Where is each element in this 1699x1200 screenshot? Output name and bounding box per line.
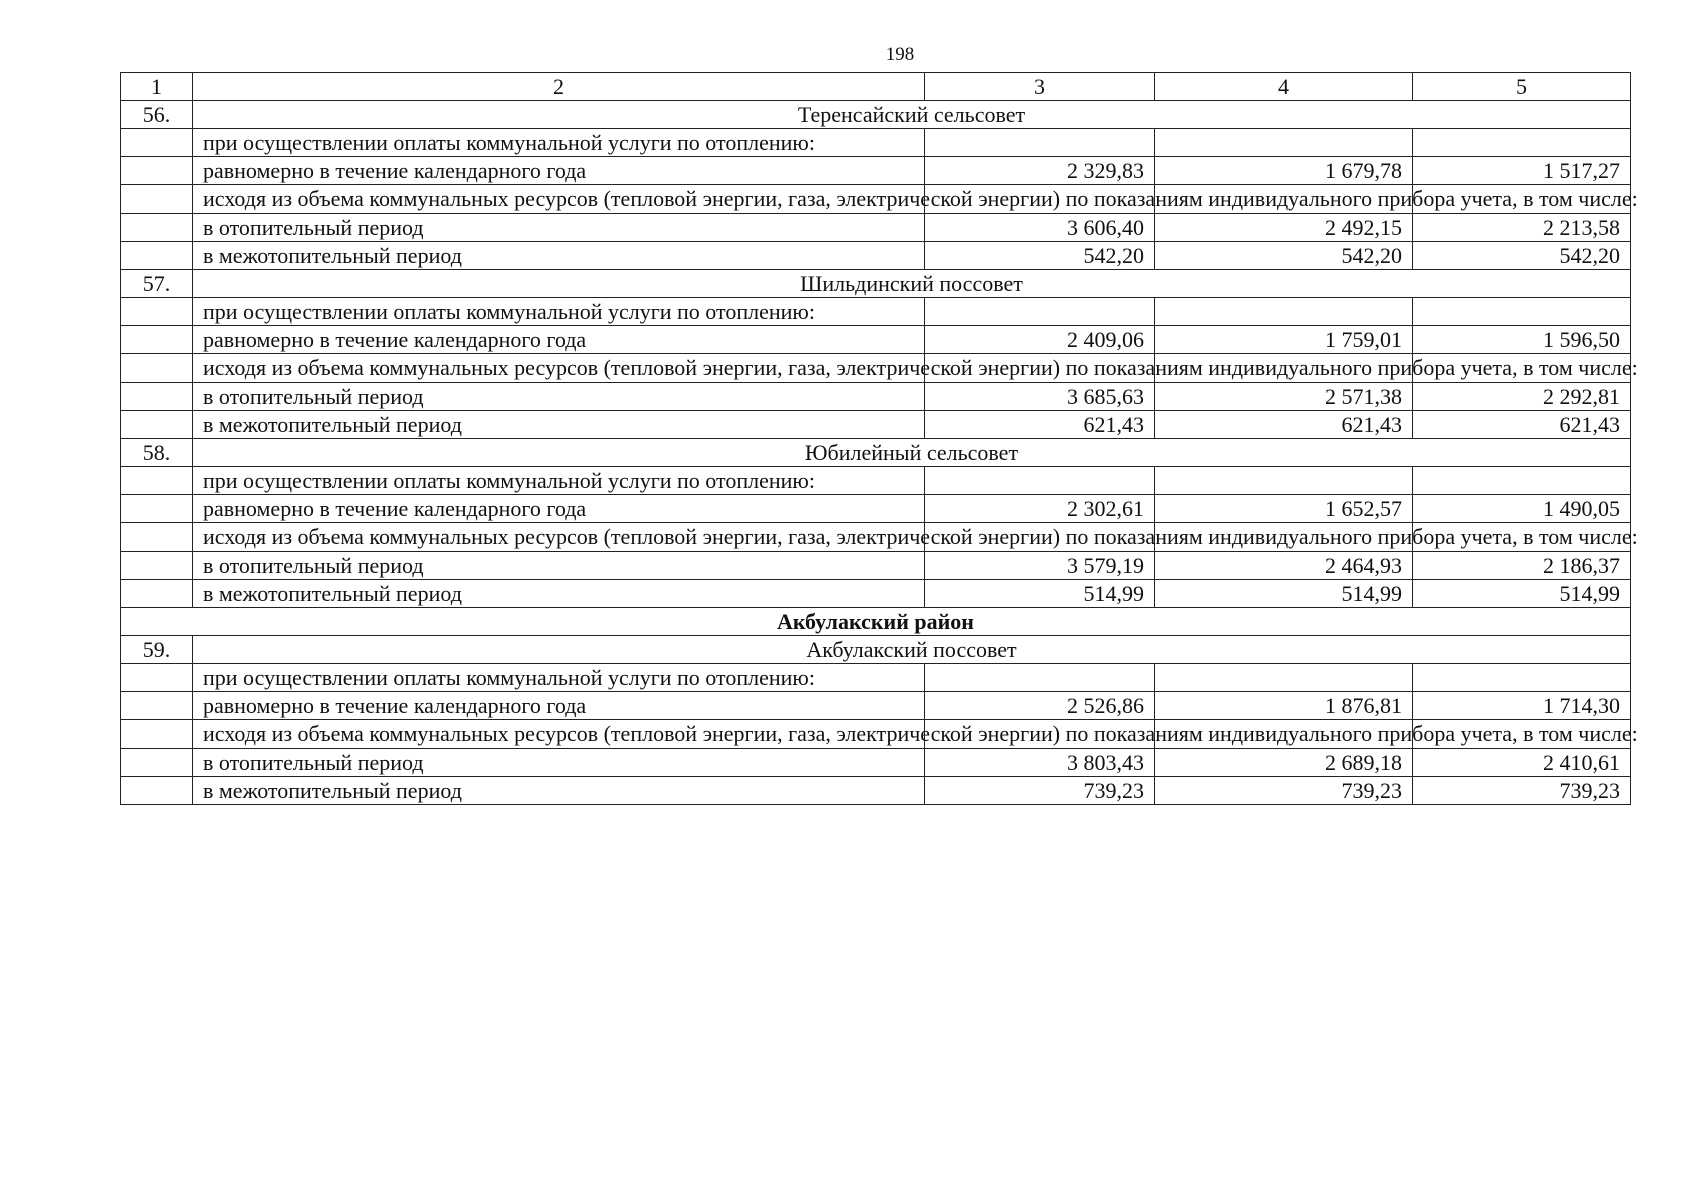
value-cell-3 [925,129,1155,157]
page-number: 198 [885,44,915,65]
value-cell-4: 621,43 [1155,411,1413,439]
region-row [121,608,1631,636]
row-label: равномерно в течение календарного года [193,157,925,185]
region-title: Акбулакский район [121,608,1631,636]
row-label: исходя из объема коммунальных ресурсов (тепловой энергии, газа, электрической энергии) по показаниям индивидуального прибора учета, в том числе: [193,354,925,383]
row-number-cell [121,242,193,270]
row-label: исходя из объема коммунальных ресурсов (тепловой энергии, газа, электрической энергии) по показаниям индивидуального прибора учета, в том числе: [193,720,925,749]
table-row [121,298,1631,326]
row-number-cell [121,720,193,749]
table-row [121,185,1631,214]
row-label: при осуществлении оплаты коммунальной услуги по отоплению: [193,664,925,692]
value-cell-3: 3 685,63 [925,383,1155,411]
row-label: при осуществлении оплаты коммунальной услуги по отоплению: [193,298,925,326]
settlement-title: Юбилейный сельсовет [193,439,1631,467]
value-cell-5: 2 186,37 [1413,552,1631,580]
row-label: в отопительный период [193,552,925,580]
value-cell-3 [925,467,1155,495]
value-cell-5: 2 292,81 [1413,383,1631,411]
row-number-cell [121,580,193,608]
row-number-cell [121,185,193,214]
row-label: в межотопительный период [193,411,925,439]
value-cell-5: 739,23 [1413,777,1631,805]
value-cell-3: 2 526,86 [925,692,1155,720]
settlement-title: Шильдинский поссовет [193,270,1631,298]
row-label: в отопительный период [193,383,925,411]
value-cell-5: 2 213,58 [1413,214,1631,242]
value-cell-4 [1155,129,1413,157]
settlement-number: 59. [121,636,193,664]
row-label: равномерно в течение календарного года [193,692,925,720]
row-label: в отопительный период [193,214,925,242]
row-label: в отопительный период [193,749,925,777]
row-number-cell [121,777,193,805]
column-header-1: 1 [121,73,193,101]
table-row [121,129,1631,157]
table-row [121,157,1631,185]
table-row [121,242,1631,270]
value-cell-5: 542,20 [1413,242,1631,270]
table-row [121,467,1631,495]
table-row [121,411,1631,439]
value-cell-5: 1 596,50 [1413,326,1631,354]
value-cell-5: 514,99 [1413,580,1631,608]
column-header-5: 5 [1413,73,1631,101]
table-row [121,552,1631,580]
row-number-cell [121,523,193,552]
row-label: исходя из объема коммунальных ресурсов (тепловой энергии, газа, электрической энергии) по показаниям индивидуального прибора учета, в том числе: [193,523,925,552]
value-cell-4: 2 464,93 [1155,552,1413,580]
row-number-cell [121,157,193,185]
settlement-number: 57. [121,270,193,298]
value-cell-5: 621,43 [1413,411,1631,439]
value-cell-3 [925,298,1155,326]
row-number-cell [121,383,193,411]
table-row [121,495,1631,523]
settlement-number: 56. [121,101,193,129]
value-cell-4: 2 492,15 [1155,214,1413,242]
settlement-row [121,439,1631,467]
row-number-cell [121,411,193,439]
value-cell-5 [1413,664,1631,692]
value-cell-3 [925,664,1155,692]
value-cell-4: 2 689,18 [1155,749,1413,777]
settlement-row [121,270,1631,298]
value-cell-4: 1 652,57 [1155,495,1413,523]
table-row [121,580,1631,608]
value-cell-4: 514,99 [1155,580,1413,608]
value-cell-3: 3 579,19 [925,552,1155,580]
row-number-cell [121,664,193,692]
value-cell-4: 1 679,78 [1155,157,1413,185]
row-label: в межотопительный период [193,580,925,608]
table-row [121,523,1631,552]
table-row [121,214,1631,242]
table-row [121,354,1631,383]
table-row [121,383,1631,411]
value-cell-4: 1 876,81 [1155,692,1413,720]
value-cell-3: 542,20 [925,242,1155,270]
tariff-table [120,72,1638,805]
settlement-title: Акбулакский поссовет [193,636,1631,664]
settlement-row [121,101,1631,129]
table-row [121,326,1631,354]
table-row [121,692,1631,720]
value-cell-4: 2 571,38 [1155,383,1413,411]
row-number-cell [121,326,193,354]
value-cell-3: 2 409,06 [925,326,1155,354]
value-cell-5: 1 714,30 [1413,692,1631,720]
column-header-3: 3 [925,73,1155,101]
value-cell-3: 514,99 [925,580,1155,608]
row-number-cell [121,692,193,720]
value-cell-5: 2 410,61 [1413,749,1631,777]
value-cell-5: 1 517,27 [1413,157,1631,185]
row-number-cell [121,467,193,495]
value-cell-3: 2 329,83 [925,157,1155,185]
row-label: в межотопительный период [193,777,925,805]
table-row [121,720,1631,749]
row-label: в межотопительный период [193,242,925,270]
row-number-cell [121,749,193,777]
column-number-header-row [121,73,1631,101]
row-label: исходя из объема коммунальных ресурсов (тепловой энергии, газа, электрической энергии) по показаниям индивидуального прибора учета, в том числе: [193,185,925,214]
value-cell-4: 739,23 [1155,777,1413,805]
tariff-table-body [121,73,1638,805]
row-number-cell [121,354,193,383]
value-cell-4: 542,20 [1155,242,1413,270]
row-number-cell [121,214,193,242]
row-label: равномерно в течение календарного года [193,326,925,354]
value-cell-4 [1155,467,1413,495]
value-cell-5: 1 490,05 [1413,495,1631,523]
value-cell-5 [1413,298,1631,326]
row-number-cell [121,298,193,326]
settlement-number: 58. [121,439,193,467]
row-label: при осуществлении оплаты коммунальной услуги по отоплению: [193,467,925,495]
row-number-cell [121,129,193,157]
value-cell-5 [1413,129,1631,157]
row-label: равномерно в течение календарного года [193,495,925,523]
column-header-2: 2 [193,73,925,101]
column-header-4: 4 [1155,73,1413,101]
value-cell-3: 3 803,43 [925,749,1155,777]
settlement-row [121,636,1631,664]
value-cell-4 [1155,298,1413,326]
table-row [121,664,1631,692]
table-row [121,777,1631,805]
table-row [121,749,1631,777]
value-cell-5 [1413,467,1631,495]
settlement-title: Теренсайский сельсовет [193,101,1631,129]
value-cell-4 [1155,664,1413,692]
row-label: при осуществлении оплаты коммунальной услуги по отоплению: [193,129,925,157]
value-cell-3: 2 302,61 [925,495,1155,523]
row-number-cell [121,495,193,523]
value-cell-4: 1 759,01 [1155,326,1413,354]
row-number-cell [121,552,193,580]
value-cell-3: 621,43 [925,411,1155,439]
value-cell-3: 739,23 [925,777,1155,805]
value-cell-3: 3 606,40 [925,214,1155,242]
